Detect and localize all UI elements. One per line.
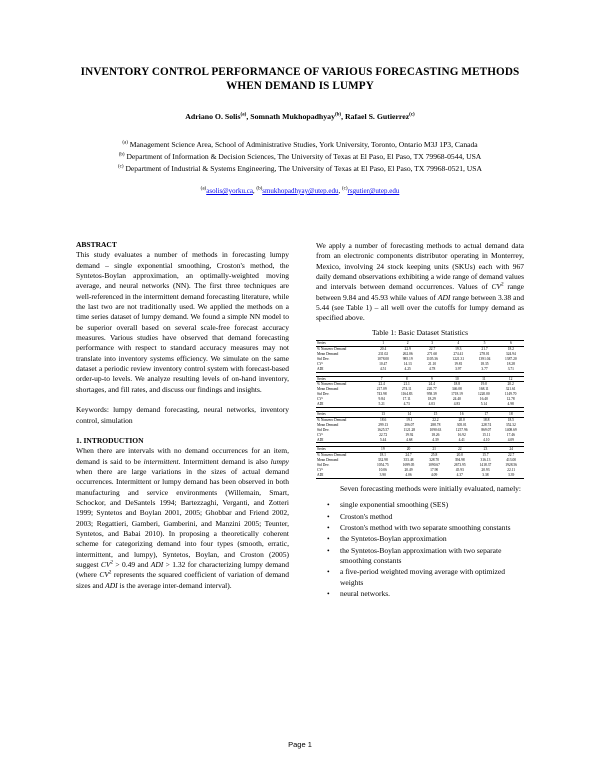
author-mark: (c) [409, 112, 415, 118]
email-mark: (a) [200, 186, 207, 192]
affiliation-text: Department of Industrial & Systems Engineering, The University of Texas at El Paso, El Paso, TX 79968-0521, USA [125, 164, 482, 173]
table-cell: 22.7 [507, 453, 515, 458]
table-cell: 5 [471, 341, 497, 347]
table-cell: 1928.56 [505, 463, 517, 468]
table-cell: 4.73 [393, 402, 420, 407]
row-label: ADI [316, 402, 370, 407]
table-cell: 4.68 [396, 438, 422, 443]
table-cell: 22.7 [428, 347, 436, 351]
table-cell: 1090.63 [429, 427, 442, 432]
table-cell: 316.13 [480, 458, 491, 463]
table-cell: 271.60 [427, 351, 438, 356]
row-label: Mean Demand [317, 387, 339, 392]
table-cell: 12.78 [506, 397, 515, 402]
table-cell: 274.11 [401, 387, 412, 392]
row-label: ADI [316, 438, 370, 443]
table-cell: 19.92 [405, 432, 414, 437]
table-cell: 20.0 [458, 417, 465, 422]
intro-emphasis: intermittent [143, 456, 179, 466]
intro-text: > 1.32 for characterizing lumpy demand (where [76, 559, 290, 580]
table-cell: 1149.70 [504, 392, 517, 397]
author-list: Adriano O. Solis$^{(a)}$, Somnath Mukhopadhyay$^{(b)}$, Rafael S. Gutierrez$^{(c)}$ [185, 112, 415, 121]
table-cell: 14 [396, 411, 422, 417]
table-cell: 985.19 [402, 356, 413, 361]
table-cell: 4.83 [443, 402, 470, 407]
table-cell: 1718.19 [451, 392, 463, 397]
table-cell: 217.09 [376, 387, 387, 392]
intro-paragraph: When there are intervals with no demand occurrences for an item, demand is said to be intermittent. Intermittent demand is also lumpy when there are large variations in the sizes of actual demand occurrences. Intermittent or lumpy demand has been observed in both manufacturing and service environments (Willemain, Smart, Schockor, and DeSantels 1994; Bartezzaghi, Verganti, and Zotteri 1999; Syntetos and Boylan 2001, 2005; Ghobbar and Friend 2002, 2003; Regattieri, Gamberi, Gamberini, and Manzini 2005; Teunter, Syntetos, and Babai 2010). In proposing a theoretically coherent scheme for categorizing demand into four types (smooth, erratic, intermittent, and lumpy), Syntetos, Boylan, and Croston (2005) suggest $CV^2 > 0.49$ and ADI > 1.32 for characterizing lumpy demand (where $CV^2$ represents the squared coefficient of variation of demand sizes and ADI is the average inter-demand interval). [76, 446, 290, 590]
title-line-2: WHEN DEMAND IS LUMPY [226, 79, 374, 92]
left-column [76, 240, 289, 591]
list-item: • the Syntetos-Boylan approximation with two separate smoothing constants [327, 545, 502, 565]
table-cell: 22 [447, 447, 473, 453]
table-cell: 18.8 [483, 417, 490, 422]
table-cell: 4.10 [475, 438, 498, 443]
table-cell: 1090.67 [428, 463, 440, 468]
math-adi: ADI [105, 580, 118, 590]
table-cell: 3.97 [445, 367, 471, 372]
email-mark: (b) [256, 186, 263, 192]
table-cell: 18.35 [480, 361, 489, 366]
row-label: Series [316, 447, 370, 453]
table-cell: 20.2 [507, 382, 514, 387]
intro-text: is the average inter-demand interval). [119, 580, 232, 590]
table-row [316, 438, 524, 443]
row-label: CV² [317, 432, 324, 437]
table-cell: 4.98 [497, 402, 524, 407]
table-cell: 4.39 [422, 438, 448, 443]
table-cell: 168.11 [478, 387, 489, 392]
table-cell: 4.78 [419, 367, 445, 372]
math-cv: CV [99, 570, 109, 580]
table-cell: 10.06 [378, 468, 387, 473]
table-cell: 278.01 [479, 351, 490, 356]
table-cell: 18.2 [507, 347, 514, 351]
email-link[interactable]: rsgutier@utep.edu [347, 187, 400, 195]
affiliation-mark: (c) [117, 164, 124, 170]
row-label: Std Dev. [317, 356, 330, 361]
stats-block [316, 446, 524, 478]
table-cell: 20.49 [404, 468, 413, 473]
author-name: Rafael S. Gutierrez [345, 112, 410, 121]
author-name: Somnath Mukhopadhyay [250, 112, 335, 121]
math-adi: ADI [437, 292, 451, 302]
data-paragraph: We apply a number of forecasting methods to actual demand data from an electronic components distributor operating in Monterrey, Mexico, involving 24 stock keeping units (SKUs) each with 967 daily demand observations exhibiting a wide range of demand values and intervals between demand occurrences. Values of $CV^2$ range between 9.84 and 45.93 while values of ADI range between 3.38 and 5.44 (see Table 1) – all well over the cutoffs for lumpy demand as specified above. [316, 241, 525, 323]
table-cell: 4 [445, 341, 471, 347]
email-mark: (c) [342, 186, 348, 192]
table-row [316, 402, 524, 407]
table-cell: 21.10 [428, 361, 437, 366]
table-cell: 288.78 [430, 422, 441, 427]
table-cell: 394.98 [454, 458, 465, 463]
affiliation-list [40, 139, 560, 175]
table-cell: 20 [396, 447, 422, 453]
table-cell: 18.28 [506, 361, 515, 366]
table-cell: 15.7 [482, 453, 489, 458]
abstract-body: This study evaluates a number of methods in forecasting lumpy demand – single exponential smoothing, Croston's method, the Syntetos-Boylan approximation, an optimally-weighted moving average, and neural networks (NN). The first three techniques are well-referenced in the intermittent demand forecasting literature, while the last two are not traditionally used. We applied the methods on a time series dataset of lumpy demand. We found a simple NN model to be superior overall based on several scale-free forecast accuracy measures. Various studies have observed that demand forecasting performance with respect to standard accuracy measures may not translate into inventory systems efficiency. We simulate on the same dataset a periodic review inventory control system with forecast-based order-up-to levels. We analyze resulting levels of on-hand inventory, shortages, and fill rates, and discuss our findings and insights. [76, 250, 289, 394]
table-cell: 274.41 [453, 351, 464, 356]
table-cell: 18.6 [379, 417, 387, 422]
table-cell: 7 [370, 376, 393, 382]
affiliation-text: Department of Information & Decision Sciences, The University of Texas at El Paso, El Paso, TX 79968-0544, USA [126, 152, 482, 161]
affiliation [40, 139, 560, 151]
table-cell: 22.2 [432, 417, 439, 422]
row-label: Series [316, 376, 370, 382]
abstract-heading: ABSTRACT [76, 240, 117, 249]
table-cell: 5.21 [370, 402, 393, 407]
list-item: • neural networks. [327, 588, 390, 598]
row-label: % Nonzero Demand [317, 347, 347, 351]
title-line-1: INVENTORY CONTROL PERFORMANCE OF VARIOUS FORECASTING METHODS [80, 66, 520, 78]
table-cell: 3.77 [471, 367, 497, 372]
affiliation [40, 163, 560, 175]
table-cell: 19 [370, 447, 396, 453]
paper-title [40, 66, 560, 93]
intro-heading: 1. INTRODUCTION [76, 435, 144, 445]
table-cell: 3.71 [498, 367, 524, 372]
methods-intro: Seven forecasting methods were initially evaluated, namely: [340, 483, 521, 493]
author-name: Adriano O. Solis [185, 112, 241, 121]
row-label: Std Dev. [317, 463, 330, 468]
stats-block [316, 340, 524, 372]
table-cell: 328.70 [429, 458, 440, 463]
table-cell: 6 [498, 341, 524, 347]
table-cell: 299.13 [378, 422, 389, 427]
row-label: Mean Demand [317, 458, 339, 463]
list-item: • Croston's method [327, 511, 393, 521]
table-cell: 346.08 [451, 387, 462, 392]
table-cell: 1387.20 [505, 356, 517, 361]
table-cell: 4.37 [447, 473, 473, 478]
table-cell: 45.93 [455, 468, 464, 473]
row-label: CV² [317, 468, 324, 473]
table-cell: 743.98 [376, 392, 387, 397]
email-link[interactable]: smukhopadhyay@utep.edu [262, 187, 339, 195]
table-cell: 22.9 [404, 347, 411, 351]
table-cell: 17 [475, 411, 498, 417]
table-cell: 19.1 [406, 417, 413, 422]
table-cell: 11 [470, 376, 497, 382]
email-list: $^{(a)}$asolis@yorku.ca, $^{(b)}$smukhopadhyay@utep.edu, $^{(c)}$rsgutier@utep.edu [200, 186, 400, 195]
affiliation-text: Management Science Area, School of Administrative Studies, York University, Toronto, Ontario M3J 1P3, Canada [129, 140, 478, 149]
math-cv: CV [100, 559, 111, 569]
affiliation-mark: (a) [122, 140, 128, 146]
table-cell: 4.41 [449, 438, 475, 443]
intro-text: represents the squared coefficient of variation of demand sizes and [76, 570, 289, 590]
list-item: • Croston's method with two separate smoothing constants [327, 522, 511, 532]
table-cell: 15.11 [482, 432, 491, 437]
table-cell: 10.47 [379, 361, 388, 366]
table-cell: 2673.95 [453, 463, 466, 468]
table-cell: 1391.04 [478, 356, 491, 361]
table-cell: 352.32 [505, 422, 516, 427]
table-cell: 4.09 [421, 473, 447, 478]
row-label: Series [316, 411, 370, 417]
table-cell: 14.13 [403, 361, 412, 366]
table-cell: 324.94 [505, 351, 516, 356]
affiliation [40, 151, 560, 163]
table-cell: 21 [421, 447, 447, 453]
table-cell: 12 [497, 376, 524, 382]
table-cell: 1257.96 [455, 427, 468, 432]
intro-text: > 0.49 and [115, 559, 149, 569]
list-item: • a five-period weighted moving average with optimized weights [327, 567, 505, 587]
list-item: • the Syntetos-Boylan approximation [327, 534, 447, 544]
table-cell: 17.90 [430, 468, 439, 473]
table-cell: 13 [370, 411, 396, 417]
row-label: CV² [317, 361, 324, 366]
table-cell: 3.38 [473, 473, 499, 478]
intro-emphasis: lumpy [270, 456, 289, 466]
table-cell: 4.51 [370, 367, 396, 372]
table-cell: 4.06 [396, 473, 422, 478]
table-cell: 16 [449, 411, 475, 417]
table-cell: 353.48 [403, 458, 414, 463]
table-cell: 25.8 [430, 453, 438, 458]
table-cell: 1054.75 [376, 463, 389, 468]
table-cell: 24.40 [452, 397, 461, 402]
table-cell: 1078.00 [377, 356, 389, 361]
intro-text: Intermittent demand is also [183, 456, 268, 466]
row-label: % Nonzero Demand [317, 382, 347, 387]
table-cell: 2 [396, 341, 419, 347]
table-cell: 15 [422, 411, 448, 417]
author-mark: (a) [240, 112, 247, 118]
table-cell: 1105.36 [426, 356, 438, 361]
right-column [316, 241, 524, 600]
table-cell: 4.25 [396, 367, 419, 372]
dataset-statistics-table [316, 340, 524, 479]
table-cell: 1220.00 [478, 392, 490, 397]
table-cell: 1408.69 [505, 427, 517, 432]
table-cell: 10 [443, 376, 470, 382]
table-cell: 20.93 [481, 468, 490, 473]
math-cv: CV [491, 282, 502, 292]
table-cell: 18 [498, 411, 524, 417]
table-cell: 24 [498, 447, 524, 453]
intro-text: When there are intervals with no demand occurrences for an item, demand is said to be [76, 446, 289, 466]
intro-text: when there are large variations in the sizes of actual demand occurrences. Intermittent or lumpy demand has been observed in both manufacturing and service environments (Willemain, Smart, Schockor, and DeSantels 1994; Bartezzaghi, Verganti, and Zotteri 1999; Syntetos and Boylan 2001, 2005; Ghobbar and Friend 2002, 2003; Regattieri, Gamberi, Gamberini, and Manzini 2005; Teunter, Syntetos, and Babai 2010). In proposing a theoretically coherent scheme for categorizing demand into four types (smooth, erratic, intermittent, and lumpy), Syntetos, Boylan, and Croston (2005) suggest [76, 466, 289, 569]
table-cell: 21.1 [403, 382, 410, 387]
table-cell: 22.72 [379, 432, 388, 437]
row-label: % Nonzero Demand [317, 453, 347, 458]
table-cell: 9 [420, 376, 443, 382]
affiliation-mark: (b) [118, 152, 125, 158]
math-adi: ADI [150, 559, 164, 569]
table-cell: 19.3 [455, 347, 462, 351]
row-label: Series [316, 341, 370, 347]
table-cell: 231.02 [378, 351, 389, 356]
table-cell: 1164.83 [400, 392, 413, 397]
table-cell: 24.4 [428, 382, 435, 387]
table-cell: 3.39 [498, 473, 524, 478]
table-cell: 332.98 [377, 458, 388, 463]
table-cell: 4.09 [498, 438, 524, 443]
table-cell: 206.07 [404, 422, 415, 427]
table-cell: 869.07 [481, 427, 492, 432]
table-cell: 1625.57 [377, 427, 389, 432]
table-cell: 18.29 [427, 397, 436, 402]
table-cell: 22.4 [378, 382, 385, 387]
table-cell: 1 [370, 341, 396, 347]
table-cell: 5.14 [470, 402, 497, 407]
row-label: Mean Demand [317, 422, 339, 427]
table-cell: 18.8 [453, 382, 461, 387]
table-cell: 321.61 [505, 387, 516, 392]
table-cell: 220.77 [426, 387, 437, 392]
table-cell: 3.90 [370, 473, 396, 478]
email-link[interactable]: asolis@yorku.ca [206, 187, 253, 195]
stats-block [316, 411, 524, 443]
table-cell: 16.92 [457, 432, 466, 437]
table-cell: 305.01 [456, 422, 467, 427]
row-label: % Nonzero Demand [317, 417, 347, 422]
table-cell: 19.81 [454, 361, 463, 366]
table-cell: 16.40 [479, 397, 488, 402]
row-label: ADI [316, 367, 370, 372]
table-cell: 19.0 [480, 382, 487, 387]
table-cell: 262.06 [402, 351, 413, 356]
methods-list [316, 500, 524, 599]
table-cell: 20.4 [379, 347, 387, 351]
body-text: range between 3.38 and 5.44 (see Table 1) – all well over the cutoffs for lumpy demand as specified above. [316, 292, 524, 323]
table-cell: 3 [419, 341, 445, 347]
table-cell: 18.5 [507, 417, 514, 422]
table-cell: 4.03 [420, 402, 443, 407]
table-cell: 17.11 [402, 397, 411, 402]
table-cell: 18.26 [431, 432, 440, 437]
table-cell: 1221.31 [452, 356, 465, 361]
table-row [316, 473, 524, 478]
table-cell: 1121.28 [403, 427, 416, 432]
table-cell: 8 [393, 376, 420, 382]
keywords: Keywords: lumpy demand forecasting, neural networks, inventory control, simulation [76, 405, 289, 425]
table-cell: 1699.05 [402, 463, 415, 468]
author-mark: (b) [334, 112, 342, 118]
table-cell: 228.74 [481, 422, 492, 427]
table-cell: 20.0 [456, 453, 463, 458]
table-cell: 24.7 [405, 453, 412, 458]
table-row [316, 367, 524, 372]
list-item: • single exponential smoothing (SES) [327, 500, 449, 510]
table-cell: 23 [473, 447, 499, 453]
table-cell: 413.00 [506, 458, 517, 463]
row-label: CV² [317, 397, 324, 402]
row-label: Std Dev. [317, 392, 330, 397]
body-text: range between 9.84 and 45.93 while values of [316, 282, 525, 302]
stats-block [316, 376, 524, 408]
table-cell: 1418.37 [479, 463, 492, 468]
row-label: Std Dev. [317, 427, 330, 432]
table-cell: 18.1 [379, 453, 386, 458]
table-cell: 9.84 [378, 397, 385, 402]
table-cell: 21.7 [481, 347, 488, 351]
table-cell: 17.46 [506, 432, 515, 437]
row-label: Mean Demand [317, 351, 339, 356]
table-cell: 5.44 [370, 438, 396, 443]
table-caption: Table 1: Basic Dataset Statistics [371, 327, 469, 337]
table-cell: 958.39 [426, 392, 437, 397]
page-number: Page 1 [288, 740, 312, 749]
row-label: ADI [316, 473, 370, 478]
body-text: We apply a number of forecasting methods to actual demand data from an electronic components distributor operating in Monterrey, Mexico, involving 24 stock keeping units (SKUs) each with 967 daily demand observations exhibiting a wide range of demand values and intervals between demand occurrences. Values of [316, 241, 524, 292]
table-cell: 22.11 [507, 468, 516, 473]
